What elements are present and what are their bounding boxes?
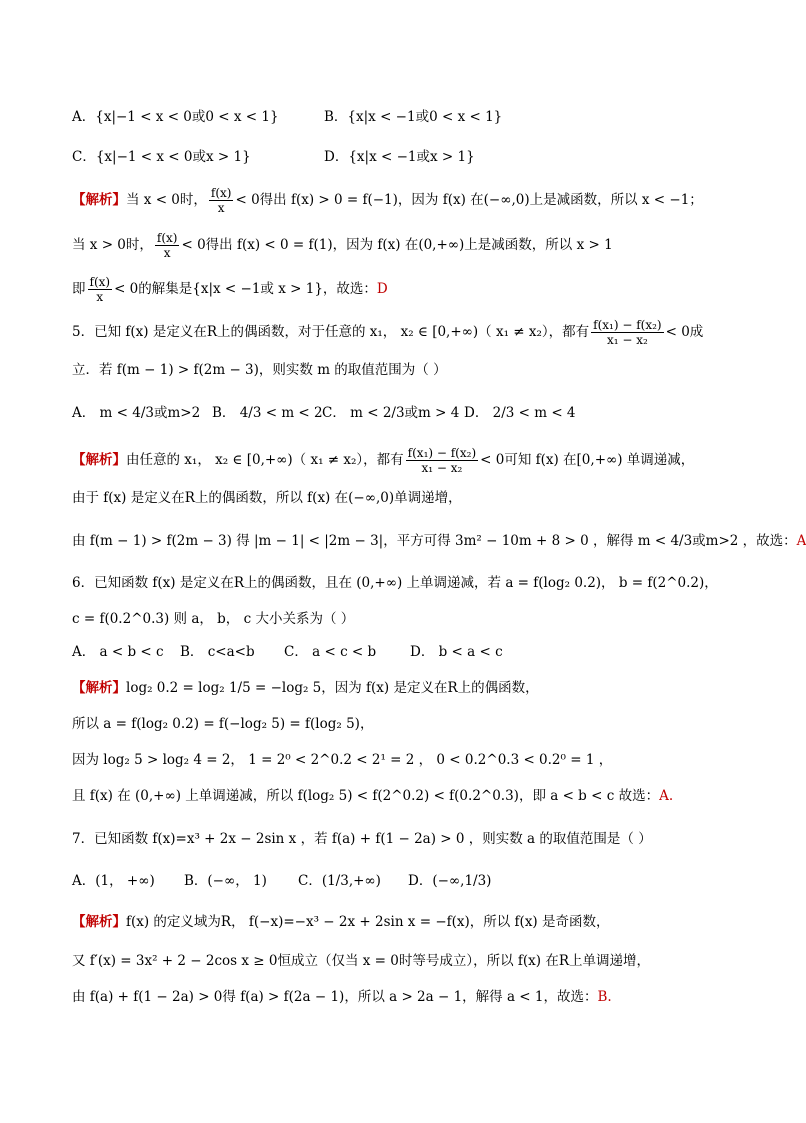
q5-option-b: B． 4/3 < m < 2 — [212, 405, 323, 421]
q6-stem-line-2: c = f(0.2^0.3) 则 a， b， c 大小关系为（ ） — [72, 611, 355, 627]
q6-analysis-line-3: 因为 log₂ 5 > log₂ 4 = 2， 1 = 2⁰ < 2^0.2 < 2¹ = 2 ， 0 < 0.2^0.3 < 0.2⁰ = 1 ， — [72, 752, 613, 768]
q5-analysis-line-2: 由于 f(x) 是定义在R上的偶函数，所以 f(x) 在(−∞,0)单调递增， — [72, 490, 462, 506]
q4-option-a: A．{x|−1 < x < 0或0 < x < 1} — [72, 109, 279, 125]
q4-analysis-line-2: 当 x > 0时， $\frac{f(x)}{x}$ < 0得出 f(x) < 0 = f(1)，因为 f(x) 在(0,+∞)上是减函数，所以 x > 1 — [72, 231, 613, 260]
fraction: $\frac{\text{f(x₁) − f(x₂)}}{\text{x₁ − x₂}}$ — [407, 446, 477, 475]
q6-analysis-line-2: 所以 a = f(log₂ 0.2) = f(−log₂ 5) = f(log₂ 5)， — [72, 716, 374, 732]
analysis-tag: 【解析】 — [72, 914, 126, 930]
q5-stem-line-2: 立．若 f(m − 1) > f(2m − 3)，则实数 m 的取值范围为（ ） — [72, 362, 447, 378]
q7-option-d: D．(−∞,1/3) — [408, 873, 492, 889]
q5-analysis-line-3: 由 f(m − 1) > f(2m − 3) 得 |m − 1| < |2m − 3|，平方可得 3m² − 10m + 8 > 0 ，解得 m < 4/3或m>2 ，故选：A — [72, 533, 806, 549]
q4-option-b: B．{x|x < −1或0 < x < 1} — [324, 109, 503, 125]
q6-analysis-line-4: 且 f(x) 在 (0,+∞) 上单调递减，所以 f(log₂ 5) < f(2^0.2) < f(0.2^0.3)，即 a < b < c 故选：A. — [72, 788, 674, 804]
fraction: $\frac{f(x)}{x}$ — [156, 231, 178, 260]
q7-analysis-line-3: 由 f(a) + f(1 − 2a) > 0得 f(a) > f(2a − 1)，所以 a > 2a − 1，解得 a < 1，故选：B. — [72, 989, 612, 1005]
q5-option-d: D． 2/3 < m < 4 — [464, 405, 576, 421]
q7-option-c: C．(1/3,+∞) — [298, 873, 381, 889]
fraction: $\frac{f(x)}{x}$ — [210, 186, 232, 215]
analysis-tag: 【解析】 — [72, 680, 126, 696]
q6-option-d: D． b < a < c — [410, 644, 503, 660]
q5-option-c: C． m < 2/3或m > 4 — [322, 405, 460, 421]
q5-stem-line-1: 5．已知 f(x) 是定义在R上的偶函数，对于任意的 x₁， x₂ ∈ [0,+∞)（ x₁ ≠ x₂），都有 $\frac{\text{f(x₁) − f(x₂)}}{\text{x₁ − x₂}}$ < 0成 — [72, 318, 704, 347]
q7-option-b: B．(−∞， 1) — [184, 873, 267, 889]
answer: B. — [597, 989, 612, 1005]
q4-option-d: D．{x|x < −1或x > 1} — [324, 149, 475, 165]
answer: A — [796, 533, 806, 549]
q6-stem-line-1: 6．已知函数 f(x) 是定义在R上的偶函数，且在 (0,+∞) 上单调递减，若 a = f(log₂ 0.2)， b = f(2^0.2)， — [72, 575, 718, 591]
q5-option-a: A． m < 4/3或m>2 — [72, 405, 201, 421]
analysis-tag: 【解析】 — [72, 452, 126, 468]
answer: A. — [659, 788, 674, 804]
q7-analysis-line-2: 又 f′(x) = 3x² + 2 − 2cos x ≥ 0恒成立（仅当 x = 0时等号成立），所以 f(x) 在R上单调递增， — [72, 953, 651, 969]
q5-analysis-line-1: 【解析】由任意的 x₁， x₂ ∈ [0,+∞)（ x₁ ≠ x₂），都有 $\frac{\text{f(x₁) − f(x₂)}}{\text{x₁ − x₂}}$ < 0可知 f(x) 在[0,+∞) 单调递减， — [72, 446, 695, 475]
q7-option-a: A．(1， +∞) — [72, 873, 155, 889]
analysis-tag: 【解析】 — [72, 192, 126, 208]
answer: D — [376, 281, 388, 297]
fraction: $\frac{\text{f(x₁) − f(x₂)}}{\text{x₁ − x₂}}$ — [593, 318, 662, 347]
q6-option-c: C． a < c < b — [284, 644, 377, 660]
q7-analysis-line-1: 【解析】f(x) 的定义域为R， f(−x)=−x³ − 2x + 2sin x = −f(x)，所以 f(x) 是奇函数， — [72, 914, 610, 930]
q6-option-b: B． c<a<b — [180, 644, 255, 660]
q4-analysis-line-1: 【解析】当 x < 0时， $\frac{f(x)}{x}$ < 0得出 f(x) > 0 = f(−1)，因为 f(x) 在(−∞,0)上是减函数，所以 x < −1； — [72, 186, 703, 215]
q7-stem: 7．已知函数 f(x)=x³ + 2x − 2sin x ，若 f(a) + f(1 − 2a) > 0 ，则实数 a 的取值范围是（ ） — [72, 831, 652, 847]
fraction: $\frac{f(x)}{x}$ — [89, 275, 111, 304]
q6-option-a: A． a < b < c — [72, 644, 164, 660]
q6-analysis-line-1: 【解析】log₂ 0.2 = log₂ 1/5 = −log₂ 5，因为 f(x) 是定义在R上的偶函数， — [72, 680, 539, 696]
q4-analysis-line-3: 即 $\frac{f(x)}{x}$ < 0的解集是{x|x < −1或 x > 1}，故选：D — [72, 275, 388, 304]
q4-option-c: C．{x|−1 < x < 0或x > 1} — [72, 149, 251, 165]
